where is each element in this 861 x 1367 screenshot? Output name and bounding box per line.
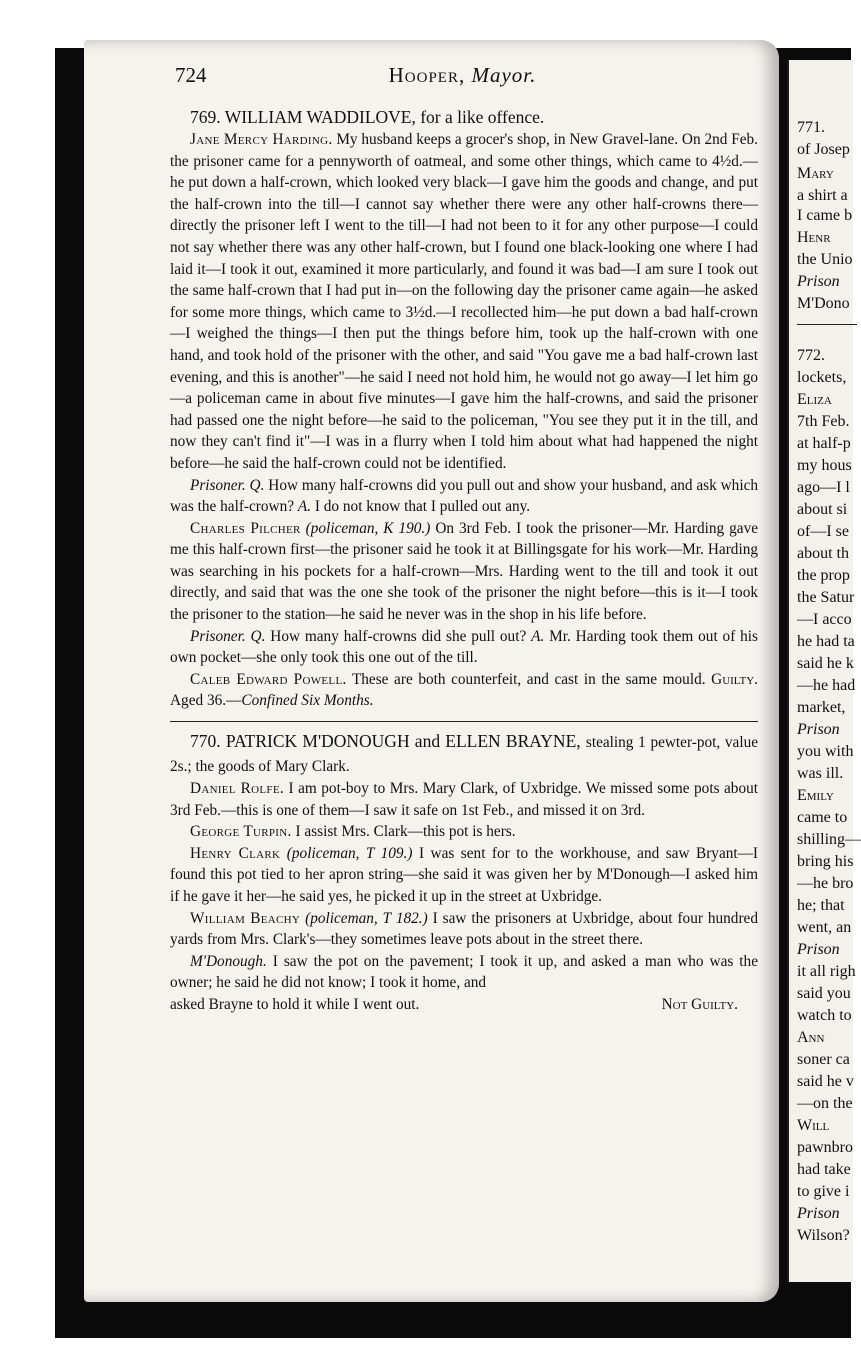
witness-name: George Turpin.	[190, 823, 292, 841]
right-page-fragment	[787, 60, 861, 1282]
question-text: How many half-crowns did she pull out?	[270, 627, 527, 645]
right-page-line: 771.	[797, 119, 825, 136]
page-number: 724	[175, 63, 207, 87]
testimony-henry-clark	[170, 843, 758, 908]
testimony-daniel-rolfe	[170, 778, 758, 821]
right-page-line: Prison	[797, 273, 840, 290]
prisoner-age: Aged 36.—	[170, 692, 242, 710]
right-page-line: the prop	[797, 567, 850, 584]
witness-name: William Beachy	[190, 909, 301, 927]
right-page-line: Eliza	[797, 391, 832, 408]
witness-name: Caleb Edward Powell.	[190, 670, 347, 688]
witness-role: (policeman, K 190.)	[305, 519, 431, 537]
right-page-line: Ann	[797, 1029, 825, 1046]
right-page-line: —he had	[797, 677, 856, 694]
answer-text: I do not know that I pulled out any.	[314, 498, 531, 516]
right-page-line: soner ca	[797, 1051, 850, 1068]
sentence: Confined Six Months.	[241, 692, 374, 710]
right-page-line: watch to	[797, 1007, 852, 1024]
verdict: Guilty.	[711, 670, 758, 688]
right-page-line: my hous	[797, 457, 852, 474]
answer-text: Mr. Harding took them out of his own pocket—she only took this one out of the till.	[170, 627, 758, 667]
right-page-line: —he bro	[797, 875, 854, 892]
right-page-line: bring his	[797, 853, 854, 870]
witness-name: Daniel Rolfe.	[190, 780, 284, 798]
testimony-text: I saw the prisoners at Uxbridge, about four hundred yards from Mrs. Clark's—they sometimes leave pots about in the street there.	[170, 909, 758, 949]
speaker-label: Prisoner.	[190, 476, 246, 494]
right-page-line: Prison	[797, 941, 840, 958]
question-marker: Q.	[249, 476, 265, 494]
case-charge: stealing 1 pewter-pot, value 2s.; the goods of Mary Clark.	[170, 734, 759, 776]
right-page-line: lockets,	[797, 369, 847, 386]
right-page-line: Wilson?	[797, 1227, 850, 1244]
witness-name: Henry Clark	[190, 844, 281, 862]
right-page-line: had take	[797, 1161, 851, 1178]
case-number: 770.	[190, 731, 221, 752]
testimony-text: On 3rd Feb. I took the prisoner—Mr. Harding gave me this half-crown first—the prisoner said he took it at Billingsgate for his work—Mr. Harding was searching in his pockets for a half-crown—Mrs. Harding went to the till and took it out directly, and said that was the one she took of the prisoner the night before—this is it—I took the prisoner to the station—he said he never was in the shop in his life before.	[170, 519, 759, 624]
right-page-line: said he v	[797, 1073, 854, 1090]
question-marker: Q.	[250, 627, 266, 645]
testimony-text: I am pot-boy to Mrs. Mary Clark, of Uxbridge. We missed some pots about 3rd Feb.—this is one of them—I saw it safe on 1st Feb., and missed it on 3rd.	[170, 780, 759, 819]
prisoner-question-1	[170, 475, 758, 518]
right-page-line: to give i	[797, 1183, 850, 1200]
right-page-line: went, an	[797, 919, 852, 936]
right-page-line: he had ta	[797, 633, 855, 650]
right-page-line: a shirt a	[797, 187, 848, 204]
answer-marker: A.	[531, 627, 545, 645]
testimony-jane-harding	[170, 129, 758, 475]
testimony-text: I was sent for to the workhouse, and saw Bryant—I found this pot tied to her apron string—she said it was given her by M'Donough—I asked him if he gave it her—he said yes, he picked it up in the street at Uxbridge.	[170, 844, 759, 905]
right-page-line: about si	[797, 501, 848, 518]
verdict: Not Guilty.	[661, 995, 738, 1013]
speaker-label: M'Donough.	[190, 952, 267, 970]
right-page-line: said he k	[797, 655, 854, 672]
right-page-line: pawnbro	[797, 1139, 853, 1156]
witness-role: (policeman, T 109.)	[286, 844, 413, 862]
testimony-text: These are both counterfeit, and cast in the same mould.	[351, 670, 706, 688]
testimony-charles-pilcher	[170, 518, 758, 626]
testimony-william-beachy	[170, 908, 758, 951]
right-page-line: it all righ	[797, 963, 856, 980]
case-769-title	[170, 106, 758, 129]
right-page-line: of—I se	[797, 523, 849, 540]
right-page-line: the Unio	[797, 251, 853, 268]
right-page-line: said you	[797, 985, 851, 1002]
text-column	[170, 106, 758, 1016]
testimony-text: My husband keeps a grocer's shop, in New Gravel-lane. On 2nd Feb. the prisoner came for a pennyworth of oatmeal, and some other things, which came to 4½d.—he put down a half-crown, which looked very black—I gave him the goods and change, and put the half-crown into the till—I cannot say whether there were any other half-crowns there—directly the prisoner left I went to the till—I had not been to it for any other purpose—I could not say whether there was any other half-crown, but I found one black-looking one where I had laid it—I took it out, examined it more particularly, and found it was bad—I am sure I took out the same half-crown that I had put in—on the following day the prisoner came again—he asked for some more things, which came to 3½d.—I recollected him—he put down a bad half-crown—I weighed the things—I then put the things before him, took up the half-crown with one hand, and took hold of the prisoner with the other, and said "You gave me a bad half-crown last evening, and this is another"—he said I need not hold him, he would not go away—I let him go—a policeman came in about five minutes—I gave him the half-crowns, and said the prisoner had passed one the night before—he said to the policeman, "You see they put it in the till, and now they can't find it"—I was in a flurry when I told him about what had happened the night before—he said the half-crown could not be identified.	[170, 131, 758, 472]
case-770-title	[170, 730, 758, 778]
right-page-line: of Josep	[797, 141, 850, 158]
right-page-line: he; that	[797, 897, 845, 914]
testimony-george-turpin	[170, 821, 758, 843]
right-page-line: market,	[797, 699, 846, 716]
right-page-line: at half-p	[797, 435, 851, 452]
right-page-line: 772.	[797, 347, 825, 364]
defense-text: I saw the pot on the pavement; I took it up, and asked a man who was the owner; he said he did not know; I took it home, and	[170, 952, 758, 992]
right-page-line: shilling—	[797, 831, 861, 848]
testimony-caleb-powell	[170, 669, 758, 712]
case-heading: WILLIAM WADDILOVE, for a like offence.	[224, 107, 545, 127]
witness-role: (policeman, T 182.)	[305, 909, 428, 927]
witness-name: Charles Pilcher	[190, 519, 301, 537]
case-heading: PATRICK M'DONOUGH and ELLEN BRAYNE,	[225, 731, 581, 752]
right-page-divider	[797, 324, 857, 325]
testimony-text: I assist Mrs. Clark—this pot is hers.	[295, 823, 516, 841]
answer-marker: A.	[297, 498, 312, 516]
page-header	[175, 63, 750, 89]
defense-last-line	[170, 994, 758, 1016]
right-page-line: came to	[797, 809, 848, 826]
witness-name: Jane Mercy Harding.	[190, 131, 333, 148]
right-page-line: the Satur	[797, 589, 855, 606]
right-page-line: you with	[797, 743, 854, 760]
running-head-title: Mayor.	[471, 63, 537, 87]
case-divider	[170, 721, 758, 722]
right-page-line: Will	[797, 1117, 830, 1134]
prisoner-question-2	[170, 626, 758, 669]
right-page-line: about th	[797, 545, 849, 562]
right-page-line: Henr	[797, 229, 831, 246]
right-page-line: Emily	[797, 787, 834, 804]
question-text: How many half-crowns did you pull out and show your husband, and ask which was the half-crown?	[170, 476, 759, 516]
right-page-line: I came b	[797, 207, 853, 224]
case-number: 769.	[190, 107, 221, 127]
right-page-line: —I acco	[797, 611, 852, 628]
defense-text-end: asked Brayne to hold it while I went out.	[170, 995, 420, 1013]
right-page-line: M'Dono	[797, 295, 850, 312]
running-head	[175, 63, 750, 88]
defense-mdonough	[170, 951, 758, 994]
right-page-line: was ill.	[797, 765, 844, 782]
right-page-line: Prison	[797, 1205, 840, 1222]
running-head-name: Hooper,	[388, 63, 466, 87]
right-page-line: —on the	[797, 1095, 853, 1112]
speaker-label: Prisoner.	[190, 627, 246, 645]
right-page-line: Prison	[797, 721, 840, 738]
right-page-line: Mary	[797, 165, 834, 182]
right-page-line: 7th Feb.	[797, 413, 850, 430]
right-page-line: ago—I l	[797, 479, 850, 496]
